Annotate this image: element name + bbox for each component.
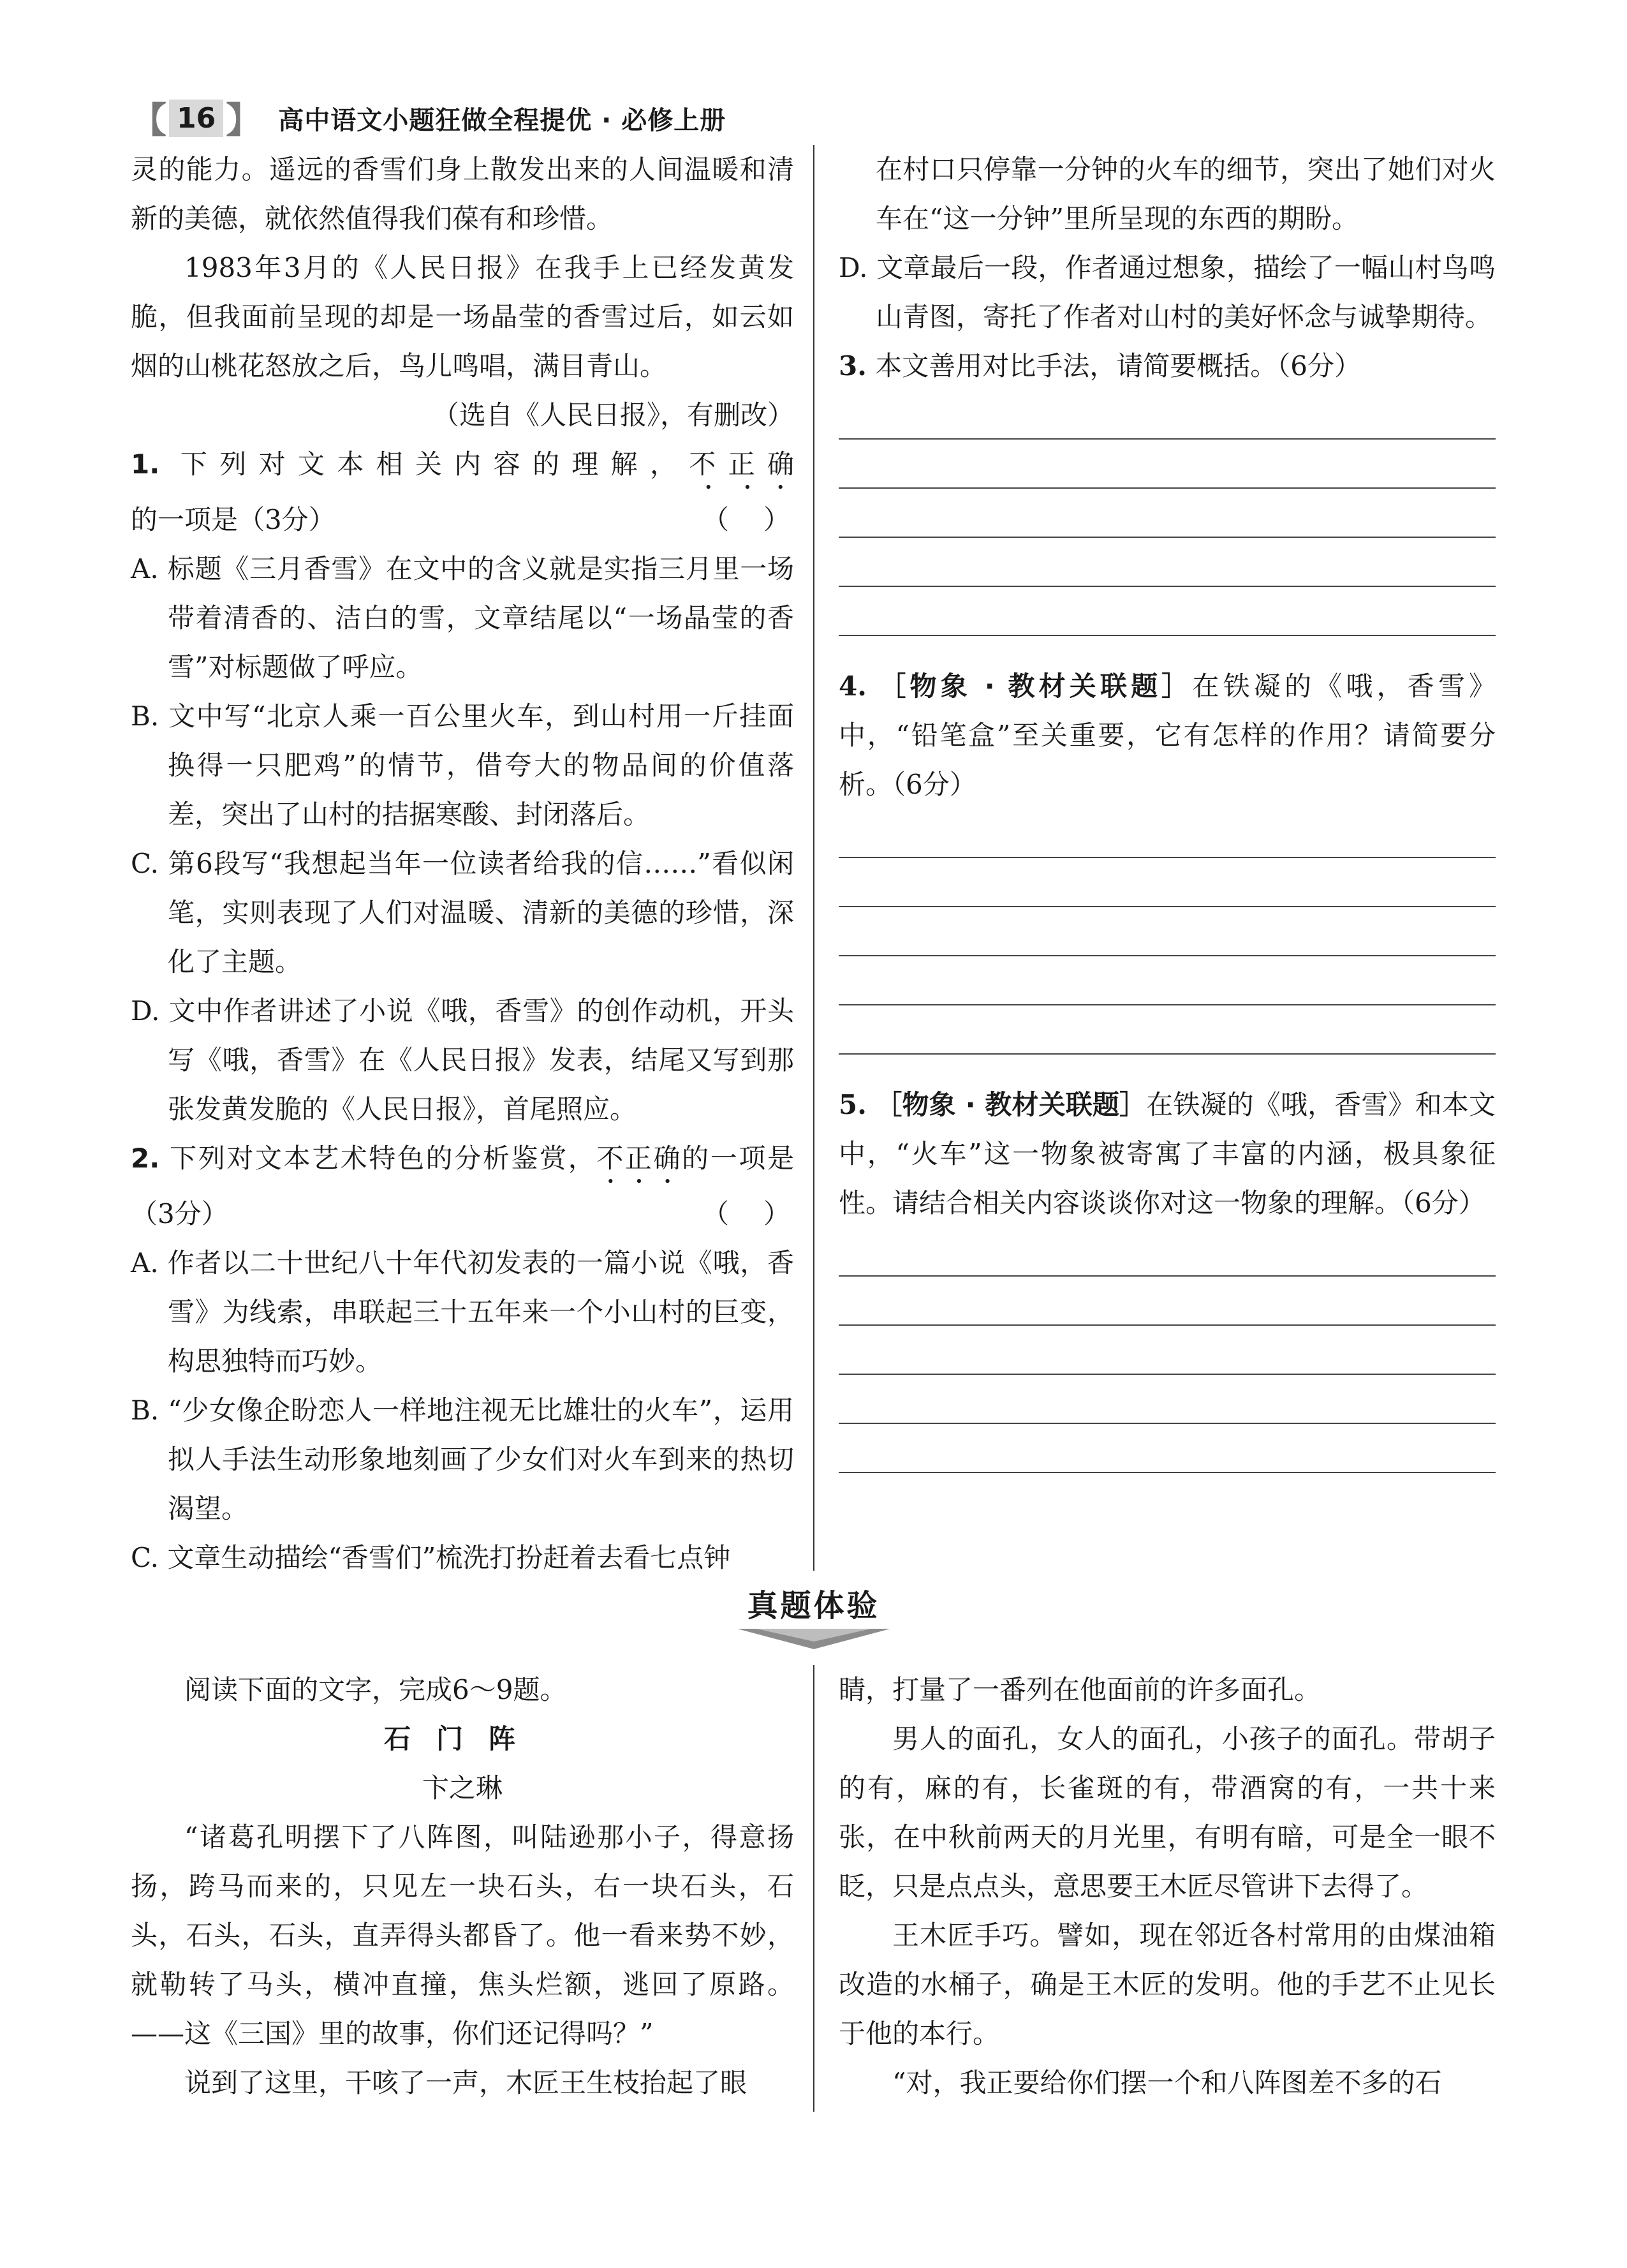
reading-intro: 阅读下面的文字，完成6～9题。 <box>184 1674 567 1705</box>
book-title: 高中语文小题狂做全程提优 · 必修上册 <box>278 105 726 135</box>
article-author: 卞之琳 <box>422 1772 503 1804</box>
answer-line[interactable] <box>839 858 1496 907</box>
option-d: D. 文中作者讲述了小说《哦，香雪》的创作动机，开头写《哦，香雪》在《人民日报》发表，结尾又写到那张发黄发脆的《人民日报》，首尾照应。 <box>131 995 794 1125</box>
answer-line[interactable] <box>839 390 1496 440</box>
answer-line[interactable] <box>839 1375 1496 1424</box>
section-title: 真题体验 <box>747 1588 880 1624</box>
option-b: B. “少女像企盼恋人一样地注视无比雄壮的火车”，运用拟人手法生动形象地刻画了少女们对火车到来的热切渴望。 <box>131 1395 794 1524</box>
page-header <box>131 93 726 144</box>
source-note: （选自《人民日报》，有删改） <box>432 399 794 431</box>
right-column <box>839 145 1496 1473</box>
answer-line[interactable] <box>839 1005 1496 1055</box>
question-2: 2. 下列对文本艺术特色的分析鉴赏，不正确的一项是（3分） （ ） <box>131 1134 794 1238</box>
answer-blank[interactable]: （ ） <box>702 1198 794 1229</box>
chevron-down-icon <box>737 1626 890 1652</box>
option-c-continued: 在村口只停靠一分钟的火车的细节，突出了她们对火车在“这一分钟”里所呈现的东西的期盼。 <box>876 154 1496 234</box>
paragraph: “对，我正要给你们摆一个和八阵图差不多的石 <box>892 2067 1442 2098</box>
question-1: 1. 下列对文本相关内容的理解，不正确的一项是（3分） （ ） <box>131 440 794 544</box>
paragraph: 男人的面孔，女人的面孔，小孩子的面孔。带胡子的有，麻的有，长雀斑的有，带酒窝的有，一共十来张，在中秋前两天的月光里，有明有暗，可是全一眼不眨，只是点点头，意思要王木匠尽管讲下去得了。 <box>839 1723 1496 1902</box>
paragraph: 说到了这里，干咳了一声，木匠王生枝抬起了眼 <box>184 2067 747 2098</box>
column-divider <box>813 1665 814 2112</box>
answer-line[interactable] <box>839 489 1496 538</box>
option-a: A. 标题《三月香雪》在文中的含义就是实指三月里一场带着清香的、洁白的雪，文章结尾以“一场晶莹的香雪”对标题做了呼应。 <box>131 553 794 683</box>
section-heading <box>0 1581 1627 1652</box>
answer-line[interactable] <box>839 956 1496 1005</box>
option-b: B. 文中写“北京人乘一百公里火车，到山村用一斤挂面换得一只肥鸡”的情节，借夸大的物品间的价值落差，突出了山村的拮据寒酸、封闭落后。 <box>131 700 794 830</box>
paragraph: 灵的能力。遥远的香雪们身上散发出来的人间温暖和清新的美德，就依然值得我们葆有和珍惜。 <box>131 154 794 234</box>
answer-blank[interactable]: （ ） <box>702 504 794 535</box>
answer-lines-q5[interactable] <box>839 1227 1496 1473</box>
answer-line[interactable] <box>839 1227 1496 1277</box>
option-a: A. 作者以二十世纪八十年代初发表的一篇小说《哦，香雪》为线索，串联起三十五年来一个小山村的巨变，构思独特而巧妙。 <box>131 1247 794 1377</box>
column-divider <box>813 145 814 1571</box>
article-title: 石门阵 <box>383 1723 541 1754</box>
answer-lines-q3[interactable] <box>839 390 1496 636</box>
reading-left-column <box>131 1665 794 2107</box>
left-column <box>131 145 794 1582</box>
answer-line[interactable] <box>839 440 1496 489</box>
answer-line[interactable] <box>839 907 1496 956</box>
answer-line[interactable] <box>839 1277 1496 1326</box>
option-c: C. 文章生动描绘“香雪们”梳洗打扮赶着去看七点钟 <box>131 1542 731 1573</box>
page-number-box: 【 16 】 <box>131 100 262 142</box>
option-c: C. 第6段写“我想起当年一位读者给我的信……”看似闲笔，实则表现了人们对温暖、清新的美德的珍惜，深化了主题。 <box>131 848 794 977</box>
reading-right-column <box>839 1665 1496 2107</box>
paragraph: 睛，打量了一番列在他面前的许多面孔。 <box>839 1674 1321 1705</box>
question-3: 3. 本文善用对比手法，请简要概括。（6分） <box>839 350 1361 382</box>
answer-line[interactable] <box>839 809 1496 858</box>
answer-line[interactable] <box>839 1424 1496 1473</box>
option-d: D. 文章最后一段，作者通过想象，描绘了一幅山村鸟鸣山青图，寄托了作者对山村的美好怀念与诚挚期待。 <box>839 252 1496 332</box>
page-number: 16 <box>169 100 223 137</box>
question-5: 5. ［物象 · 教材关联题］在铁凝的《哦，香雪》和本文中，“火车”这一物象被寄寓了丰富的内涵，极具象征性。请结合相关内容谈谈你对这一物象的理解。（6分） <box>839 1089 1496 1219</box>
question-4: 4. ［物象 · 教材关联题］在铁凝的《哦，香雪》中，“铅笔盒”至关重要，它有怎样的作用？请简要分析。（6分） <box>839 671 1496 800</box>
answer-line[interactable] <box>839 587 1496 636</box>
paragraph: 1983年3月的《人民日报》在我手上已经发黄发脆，但我面前呈现的却是一场晶莹的香雪过后，如云如烟的山桃花怒放之后，鸟儿鸣唱，满目青山。 <box>131 252 794 382</box>
answer-lines-q4[interactable] <box>839 809 1496 1055</box>
paragraph: “诸葛孔明摆下了八阵图，叫陆逊那小子，得意扬扬，跨马而来的，只见左一块石头，右一块石头，石头，石头，石头，直弄得头都昏了。他一看来势不妙，就勒转了马头，横冲直撞，焦头烂额，逃回了原路。——这《三国》里的故事，你们还记得吗？” <box>131 1821 794 2049</box>
answer-line[interactable] <box>839 1326 1496 1375</box>
answer-line[interactable] <box>839 538 1496 587</box>
paragraph: 王木匠手巧。譬如，现在邻近各村常用的由煤油箱改造的水桶子，确是王木匠的发明。他的手艺不止见长于他的本行。 <box>839 1920 1496 2049</box>
